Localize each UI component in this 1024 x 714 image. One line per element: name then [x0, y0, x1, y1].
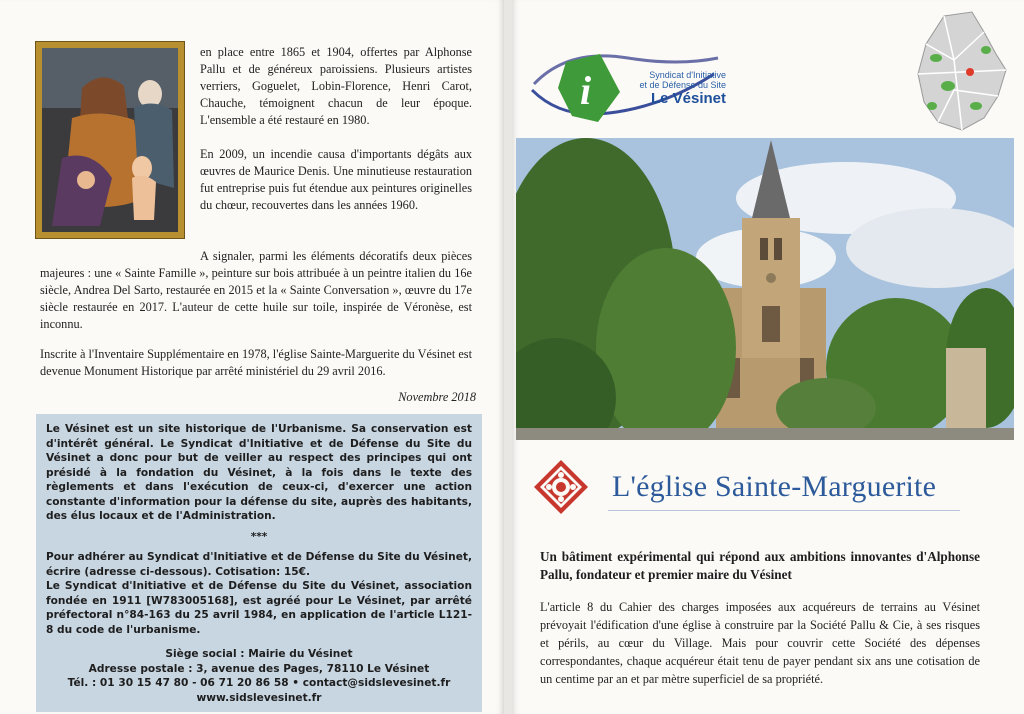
subtitle: Un bâtiment expérimental qui répond aux ambitions innovantes d'Alphonse Pallu, fondateur et premier maire du Vésinet	[540, 549, 980, 582]
association-info-box	[36, 414, 482, 712]
info-address: Adresse postale : 3, avenue des Pages, 78110 Le Vésinet	[88, 662, 430, 675]
logo-text	[636, 70, 726, 108]
svg-text:i: i	[580, 68, 592, 113]
paragraph-decorations: A signaler, parmi les éléments décoratifs deux pièces majeures : une « Sainte Famille », peinture sur bois attribuée à un peintre italien du 16e siècle, Andrea Del Sarto, restaurée en 2015 et la « Sainte Conversation », œuvre du 17e siècle restaurée en 2017. L'auteur de cette huile sur toile, inspirée de Véronèse, est inconnu.	[40, 249, 472, 331]
paragraph-article-8: L'article 8 du Cahier des charges imposées aux acquéreurs de terrains au Vésinet prévoyait l'édification d'une église à construire par la Société Pallu & Cie, à ses risques et périls, au cœur du Village. Mais pour couvrir cette Société des dépenses correspondantes, chaque acquéreur était tenu de payer pendant six ans une cotisation de un centime par an et par mètre superficiel de sa propriété.	[540, 600, 980, 686]
logo-line-1: Syndicat d'Initiative	[649, 70, 726, 80]
info-contact: Tél. : 01 30 15 47 80 - 06 71 20 86 58 • contact@sidslevesinet.fr	[67, 677, 451, 689]
logo-line-2: et de Défense du Site	[639, 80, 726, 90]
title-divider	[608, 510, 960, 511]
paragraph-monument: Inscrite à l'Inventaire Supplémentaire en 1978, l'église Sainte-Marguerite du Vésinet est devenue Monument Historique par arrêté ministériel du 29 avril 2016.	[40, 347, 472, 378]
sainte-famille-painting	[36, 42, 184, 238]
logo-line-3: Le Vésinet	[650, 90, 726, 107]
paragraph-fire: En 2009, un incendie causa d'importants dégâts aux œuvres de Maurice Denis. Une minutieuse restauration fut entreprise puis fut étendue aux peintures originelles du chœur, recouvertes dans les années 1960.	[200, 147, 472, 212]
town-map-icon	[914, 10, 1010, 134]
paragraph-stained-glass: en place entre 1865 et 1904, offertes par Alphonse Pallu et de généreux paroissiens. Plusieurs artistes verriers, Goguelet, Lobin-Florence, Henri Carot, Chauche, témoignent chacun de leur époque. L'ensemble a été restauré en 1980.	[200, 45, 472, 127]
church-photo	[516, 138, 1014, 440]
church-emblem-icon	[532, 458, 590, 516]
info-separator: ***	[250, 530, 268, 543]
publication-date: Novembre 2018	[398, 390, 476, 404]
info-website[interactable]: www.sidslevesinet.fr	[196, 691, 322, 704]
info-intro: Le Vésinet est un site historique de l'Urbanisme. Sa conservation est d'intérêt général. Le Syndicat d'Initiative et de Défense du Site du Vésinet a donc pour but de veiller au respect des principes qui ont présidé à la fondation du Vésinet, à la fois dans le texte des règlements et dans l'exécution de ceux-ci, d'exercer une action constante d'information pour la défense du site, auprès des habitants, des élus locaux et de l'Administration.	[46, 423, 472, 522]
info-siege: Siège social : Mairie du Vésinet	[165, 648, 353, 660]
info-membership: Pour adhérer au Syndicat d'Initiative et de Défense du Site du Vésinet, écrire (adresse ci-dessous). Cotisation: 15€.	[46, 551, 472, 578]
page-title: L'église Sainte-Marguerite	[612, 470, 937, 503]
info-legal: Le Syndicat d'Initiative et de Défense du Site du Vésinet, association fondée en 1911 [W783005168], est agréé pour Le Vésinet, par arrêté préfectoral n°84-163 du 25 avril 1984, en application de l'article L121-8 du code de l'urbanisme.	[46, 580, 472, 636]
